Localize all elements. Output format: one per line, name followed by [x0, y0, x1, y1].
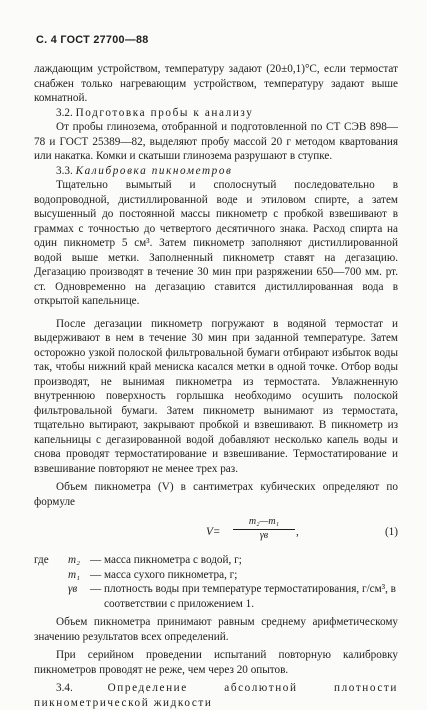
definition-symbol: m₂: [68, 554, 80, 566]
where-label: где: [34, 554, 49, 566]
paragraph-volume-intro: Объем пикнометра (V) в сантиметрах кубических определяют по формуле: [34, 481, 398, 508]
definition-dash: —: [90, 568, 102, 581]
section-number: 3.4.: [56, 682, 73, 694]
standard-id: ГОСТ 27700—88: [60, 34, 149, 46]
formula-1: [34, 513, 398, 551]
formula-number: (1): [384, 526, 398, 538]
section-number: 3.3.: [56, 164, 73, 177]
definition-row: [34, 582, 398, 611]
formula-comma: ,: [296, 526, 299, 538]
definition-symbol: γв: [68, 583, 78, 595]
section-3-2-heading: [34, 106, 398, 121]
section-3-4-heading: [34, 681, 398, 710]
definition-row: [34, 553, 398, 568]
formula-numerator: m₂—m₁: [233, 516, 295, 530]
variable-definitions: [34, 553, 398, 611]
section-3-3-heading: [34, 164, 398, 179]
paragraph-calibration: Тщательно вымытый и сполоснутый последовательно в водопроводной, дистиллированной воде и этиловом спирте, а затем высушенный до постоянной массы пикнометр с пробкой взвешивают в граммах с точностью до четвертого десятичного знака. Расход спирта на один пикнометр 5 см³. Затем пикнометр заполняют дистиллированной водой выше метки. Заполненный пикнометр ставят на дегазацию. Дегазацию производят в течение 30 мин при разряжении 650—700 мм. рт. ст. Одновременно на дегазацию ставится дистиллированная вода в открытой капельнице.: [34, 179, 398, 307]
paragraph-volume-mean: Объем пикнометра принимают равным среднему арифметическому значению результатов всех определений.: [34, 616, 398, 643]
formula-denominator: γв: [259, 530, 269, 541]
section-title: Определение абсолютной плотности пикнометрической жидкости: [34, 682, 399, 709]
paragraph-degassing: После дегазации пикнометр погружают в водяной термостат и выдерживают в нем в течение 30 мин при заданной температуре. Затем осторожно узкой полоской фильтровальной бумаги отбирают избыток воды так, чтобы нижний край мениска касался метки в одной точке. Отбор воды производят, не вынимая пикнометра из термостата. Увлажненную внутреннюю поверхность горлышка необходимо осушить полоской фильтровальной бумаги. Затем пикнометр вынимают из термостата, тщательно вытирают, закрывают пробкой и взвешивают. В пикнометр из капельницы с дегазированной водой добавляют несколько капель воды и снова проводят термостатирование и взвешивание. Термостатирование и взвешивание повторяют не менее трех раз.: [34, 317, 398, 475]
definition-text: масса сухого пикнометра, г;: [104, 568, 238, 581]
definition-symbol: m₁: [68, 568, 80, 581]
definition-text: плотность воды при температуре термостатирования, г/см³, в соответствии с приложением 1.: [104, 583, 396, 610]
definition-row: [34, 568, 398, 583]
formula-lhs: V=: [206, 526, 221, 538]
definition-dash: —: [90, 583, 102, 595]
definition-text: масса пикнометра с водой, г;: [104, 554, 242, 566]
section-title: Калибровка пикнометров: [75, 164, 233, 177]
formula-fraction: [233, 516, 295, 542]
section-number: 3.2.: [56, 106, 73, 119]
definition-dash: —: [90, 554, 102, 566]
paragraph-sample-prep: От пробы глинозема, отобранной и подготовленной по СТ СЭВ 898—78 и ГОСТ 25389—82, выделяют пробу массой 20 г методом квартования или накатка. Комки и скатыши глинозема разрушают в ступке.: [34, 121, 398, 162]
page-header: [36, 33, 149, 48]
page-number: С. 4: [36, 34, 58, 46]
paragraph-cont: лаждающим устройством, температуру задают (20±0,1)°С, если термостат снабжен только нагревающим устройством, температуру задают выше комнатной.: [34, 63, 398, 104]
paragraph-recalibration: При серийном проведении испытаний повторную калибровку пикнометров проводят не реже, чем через 20 опытов.: [34, 649, 398, 676]
section-title: Подготовка пробы к анализу: [75, 106, 254, 119]
document-body: [34, 62, 398, 710]
